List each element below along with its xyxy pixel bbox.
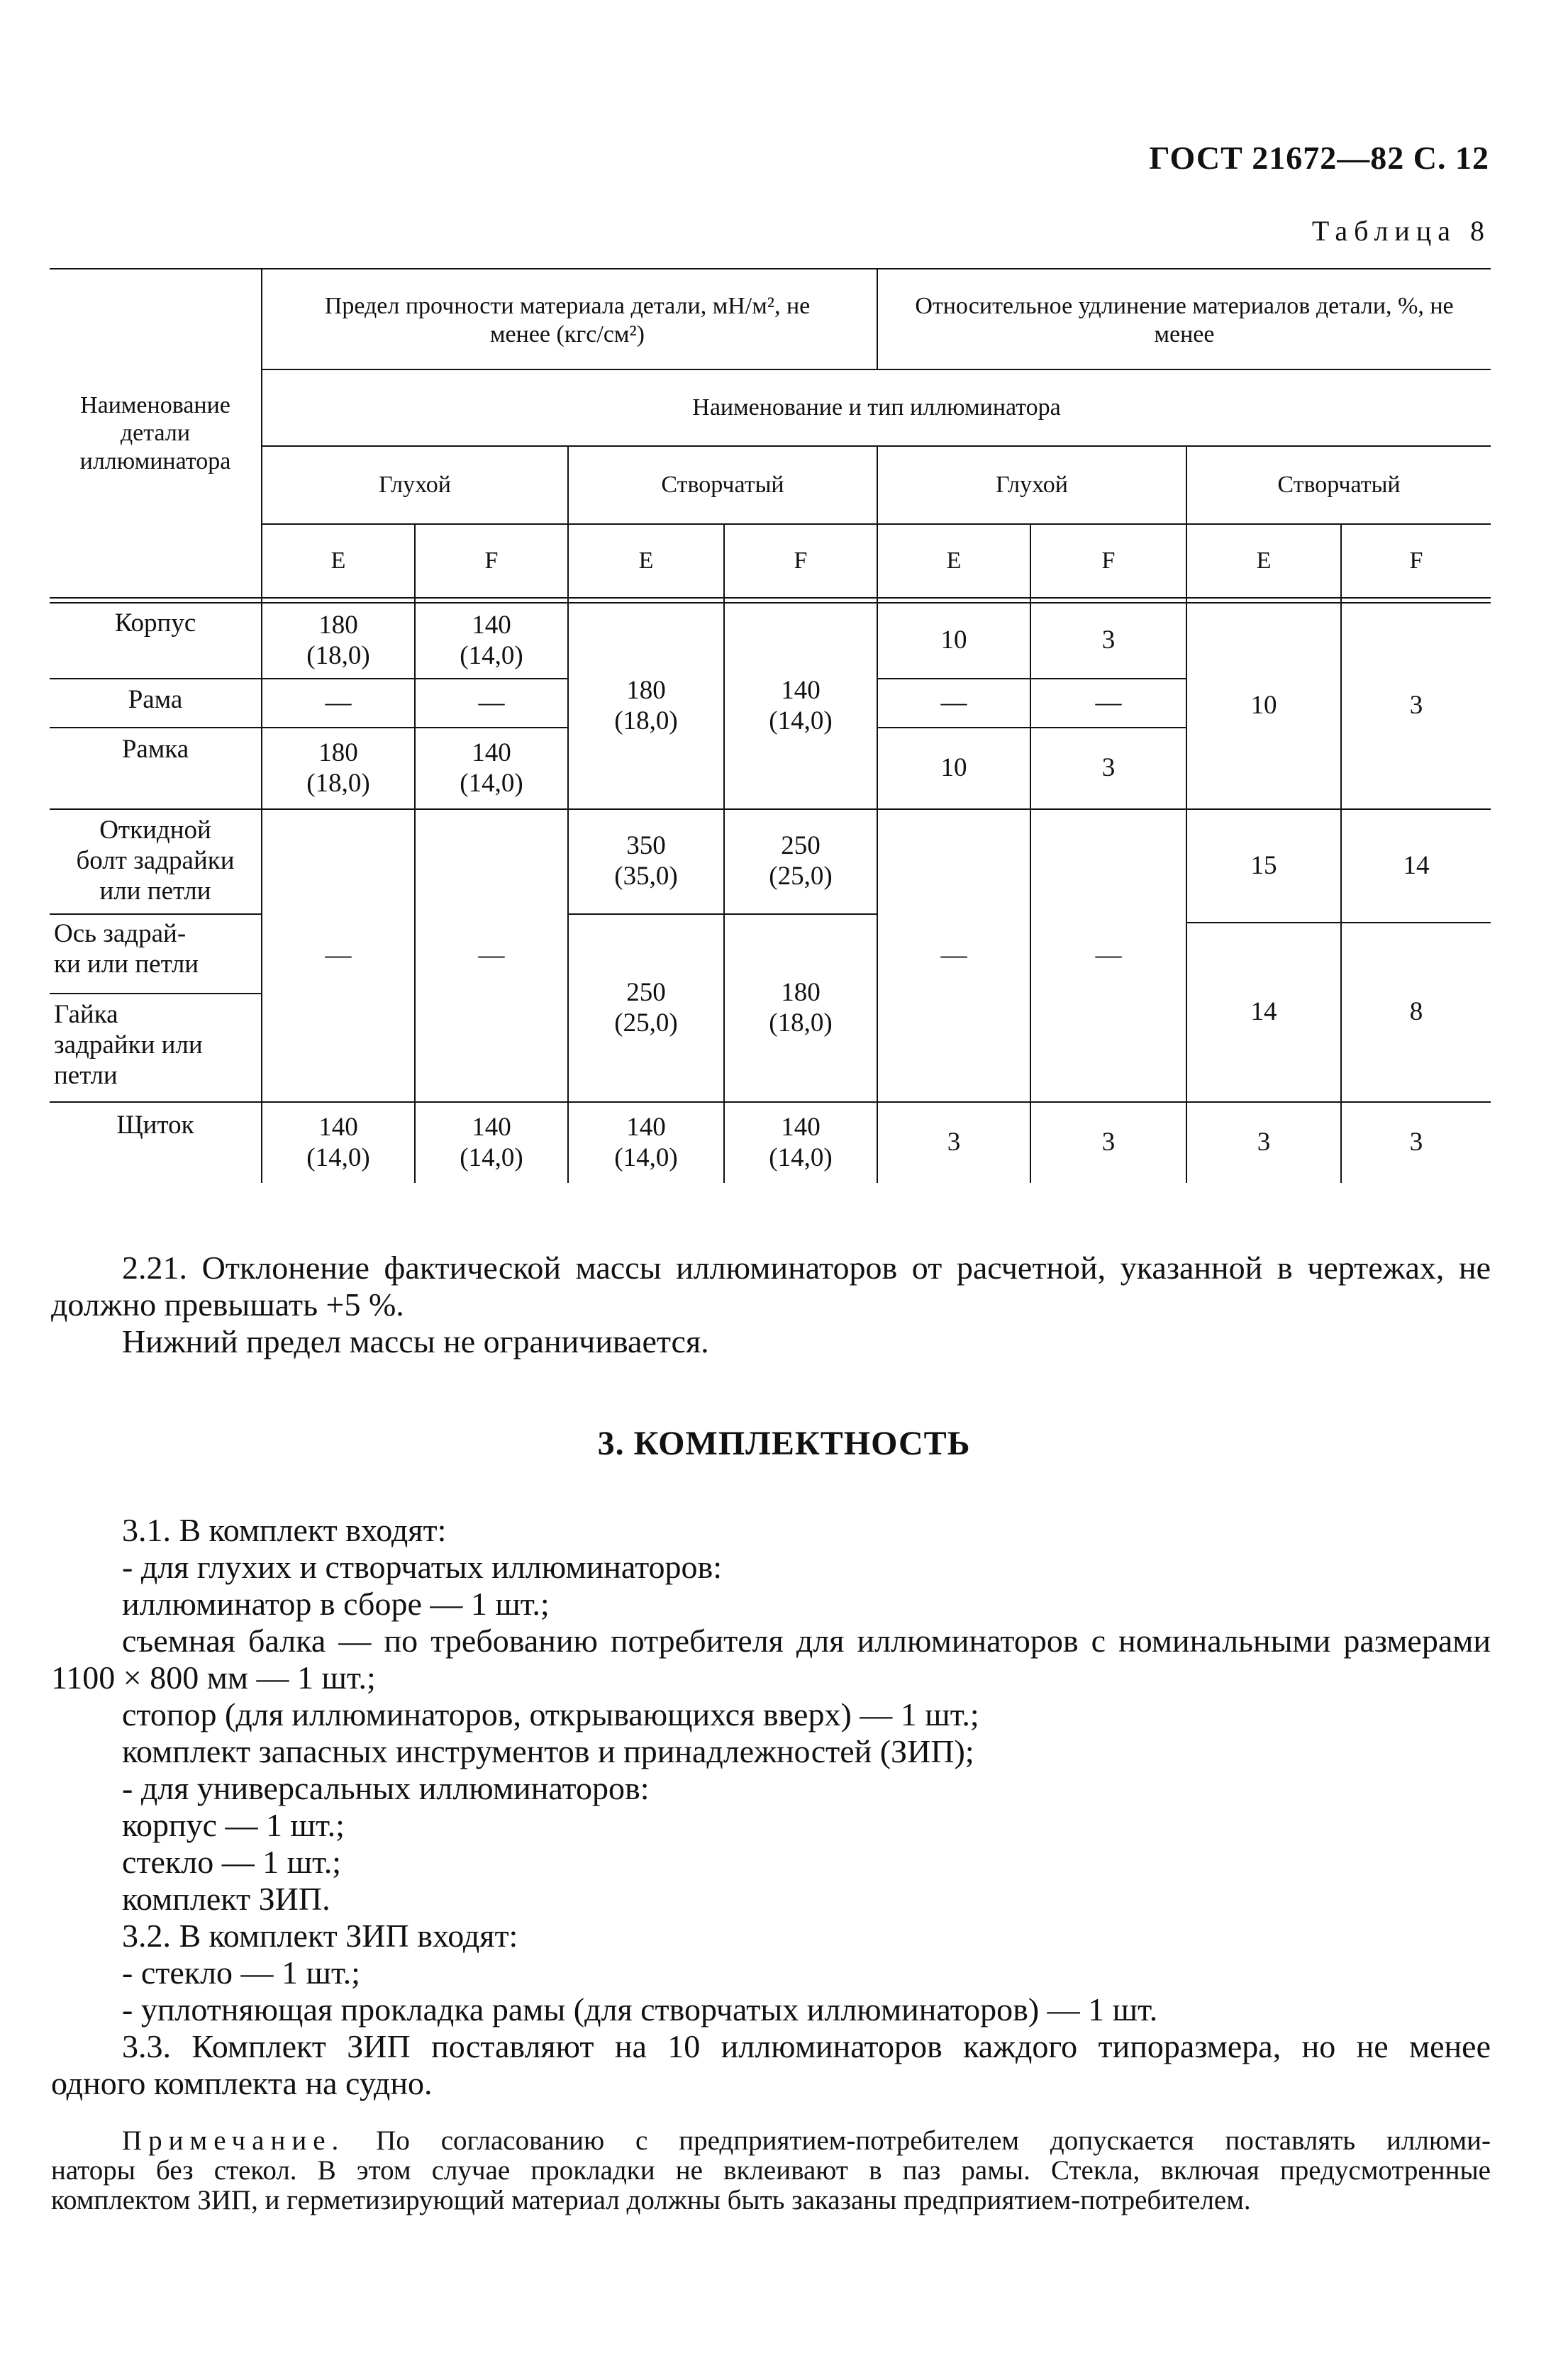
cell-group1-strength-hinged-f: 140 (14,0) [769,675,833,735]
s3-line: комплект ЗИП. [122,1881,330,1917]
s3-line: 3.1. В комплект входят: [122,1512,447,1548]
subcol-e: E [1256,547,1272,574]
row-label-os: Ось задрай- ки или петли [54,919,199,979]
table-rule [50,597,1491,599]
s3-line: 3.3. Комплект ЗИП поставляют на 10 иллюминаторов каждого типоразмера, но не менее [122,2028,1491,2064]
subcol-f: F [484,547,499,574]
cell-os-gaika-strength-hinged-e: 250 (25,0) [614,977,678,1038]
cell-group2-elong-deadlight-f: — [1095,940,1122,970]
type-hinged-1: Створчатый [661,472,784,499]
s3-line: - для универсальных иллюминаторов: [122,1770,650,1806]
table-rule [50,993,262,994]
cell-bolt-strength-hinged-e: 350 (35,0) [614,831,678,891]
cell-bolt-strength-hinged-f: 250 (25,0) [769,831,833,891]
cell-group2-strength-deadlight-f: — [478,940,505,970]
cell-shchitok-elong-hinged-e: 3 [1257,1128,1271,1157]
cell-group2-strength-deadlight-e: — [325,940,352,970]
cell-rama-elong-deadlight-e: — [940,688,967,718]
cell-ramka-elong-deadlight-f: 3 [1101,753,1116,783]
cell-shchitok-strength-deadlight-f: 140 (14,0) [460,1112,523,1172]
s3-line: стекло — 1 шт.; [122,1844,342,1880]
header-porthole-type: Наименование и тип иллюминатора [692,394,1061,421]
subcol-f: F [1409,547,1423,574]
type-hinged-2: Створчатый [1277,472,1401,499]
note-line1-text: По согласованию с предприятием-потребителем допускается поставлять иллюми- [345,2125,1491,2156]
s3-line: стопор (для иллюминаторов, открывающихся вверх) — 1 шт.; [122,1696,979,1732]
header-part-name: Наименование детали иллюминатора [79,391,231,474]
cell-os-gaika-elong-hinged-e: 14 [1250,997,1277,1027]
cell-bolt-elong-hinged-f: 14 [1403,850,1430,880]
s3-line: съемная балка — по требованию потребителя для иллюминаторов с номинальными размерами [122,1623,1491,1659]
cell-shchitok-strength-deadlight-e: 140 (14,0) [306,1112,370,1172]
cell-os-gaika-elong-hinged-f: 8 [1409,997,1423,1027]
row-label-gaika: Гайка задрайки или петли [54,1000,203,1090]
note-line3: комплектом ЗИП, и герметизирующий материал должны быть заказаны предприятием-потребителем. [51,2185,1251,2215]
cell-rama-strength-deadlight-f: — [478,688,505,718]
cell-bolt-elong-hinged-e: 15 [1250,850,1277,880]
cell-group2-elong-deadlight-e: — [940,940,967,970]
subcol-f: F [794,547,808,574]
s3-line: - стекло — 1 шт.; [122,1954,360,1991]
section-2-21-line1: 2.21. Отклонение фактической массы иллюминаторов от расчетной, указанной в чертежах, не [122,1250,1491,1286]
cell-ramka-strength-deadlight-e: 180 (18,0) [306,738,370,798]
s3-line: - уплотняющая прокладка рамы (для створчатых иллюминаторов) — 1 шт. [122,1991,1158,2028]
s3-line: корпус — 1 шт.; [122,1807,345,1843]
table-rule [50,268,1491,269]
type-deadlight-1: Глухой [379,472,451,499]
cell-korpus-strength-deadlight-e: 180 (18,0) [306,610,370,670]
s3-line: одного комплекта на судно. [51,2065,433,2101]
note-line2: наторы без стекол. В этом случае прокладки не вклеивают в паз рамы. Стекла, включая предусмотренные [51,2155,1491,2186]
row-label-ramka: Рамка [121,735,189,764]
note-label: Примечание. [122,2125,345,2156]
cell-ramka-strength-deadlight-f: 140 (14,0) [460,738,523,798]
type-deadlight-2: Глухой [996,472,1068,499]
cell-shchitok-elong-deadlight-f: 3 [1101,1128,1116,1157]
section-3-heading: 3. КОМПЛЕКТНОСТЬ [597,1425,971,1462]
row-label-rama: Рама [128,685,183,714]
subcol-f: F [1101,547,1116,574]
cell-rama-elong-deadlight-f: — [1095,688,1122,718]
table-rule [877,268,878,369]
row-label-shchitok: Щиток [116,1111,194,1140]
table-rule [50,913,262,915]
cell-os-gaika-strength-hinged-f: 180 (18,0) [769,977,833,1038]
s3-line: 3.2. В комплект ЗИП входят: [122,1918,518,1954]
subcol-e: E [330,547,346,574]
cell-group1-elong-hinged-e: 10 [1250,691,1277,721]
table-caption: Таблица 8 [1311,215,1491,247]
cell-korpus-strength-deadlight-f: 140 (14,0) [460,610,523,670]
subcol-e: E [638,547,654,574]
s3-line: - для глухих и створчатых иллюминаторов: [122,1549,723,1585]
page-header: ГОСТ 21672—82 С. 12 [1149,140,1489,176]
row-label-bolt: Откидной болт задрайки или петли [76,816,235,906]
cell-shchitok-strength-hinged-e: 140 (14,0) [614,1112,678,1172]
section-2-21-line3: Нижний предел массы не ограничивается. [122,1323,709,1359]
cell-korpus-elong-deadlight-e: 10 [940,625,967,655]
row-label-korpus: Корпус [114,608,196,638]
s3-line: 1100 × 800 мм — 1 шт.; [51,1659,376,1696]
cell-ramka-elong-deadlight-e: 10 [940,753,967,783]
header-strength: Предел прочности материала детали, мН/м², не менее (кгс/см²) [324,293,811,347]
section-2-21-line2: должно превышать +5 %. [51,1286,404,1323]
cell-group1-strength-hinged-e: 180 (18,0) [614,675,678,735]
cell-korpus-elong-deadlight-f: 3 [1101,625,1116,655]
cell-shchitok-elong-deadlight-e: 3 [947,1128,961,1157]
s3-line: иллюминатор в сборе — 1 шт.; [122,1586,550,1622]
header-elongation: Относительное удлинение материалов детали, %, не менее [915,293,1454,347]
note-line1 [122,2126,1491,2155]
cell-shchitok-strength-hinged-f: 140 (14,0) [769,1112,833,1172]
s3-line: комплект запасных инструментов и принадлежностей (ЗИП); [122,1733,974,1769]
subcol-e: E [946,547,962,574]
cell-group1-elong-hinged-f: 3 [1409,691,1423,721]
cell-rama-strength-deadlight-e: — [325,688,352,718]
cell-shchitok-elong-hinged-f: 3 [1409,1128,1423,1157]
